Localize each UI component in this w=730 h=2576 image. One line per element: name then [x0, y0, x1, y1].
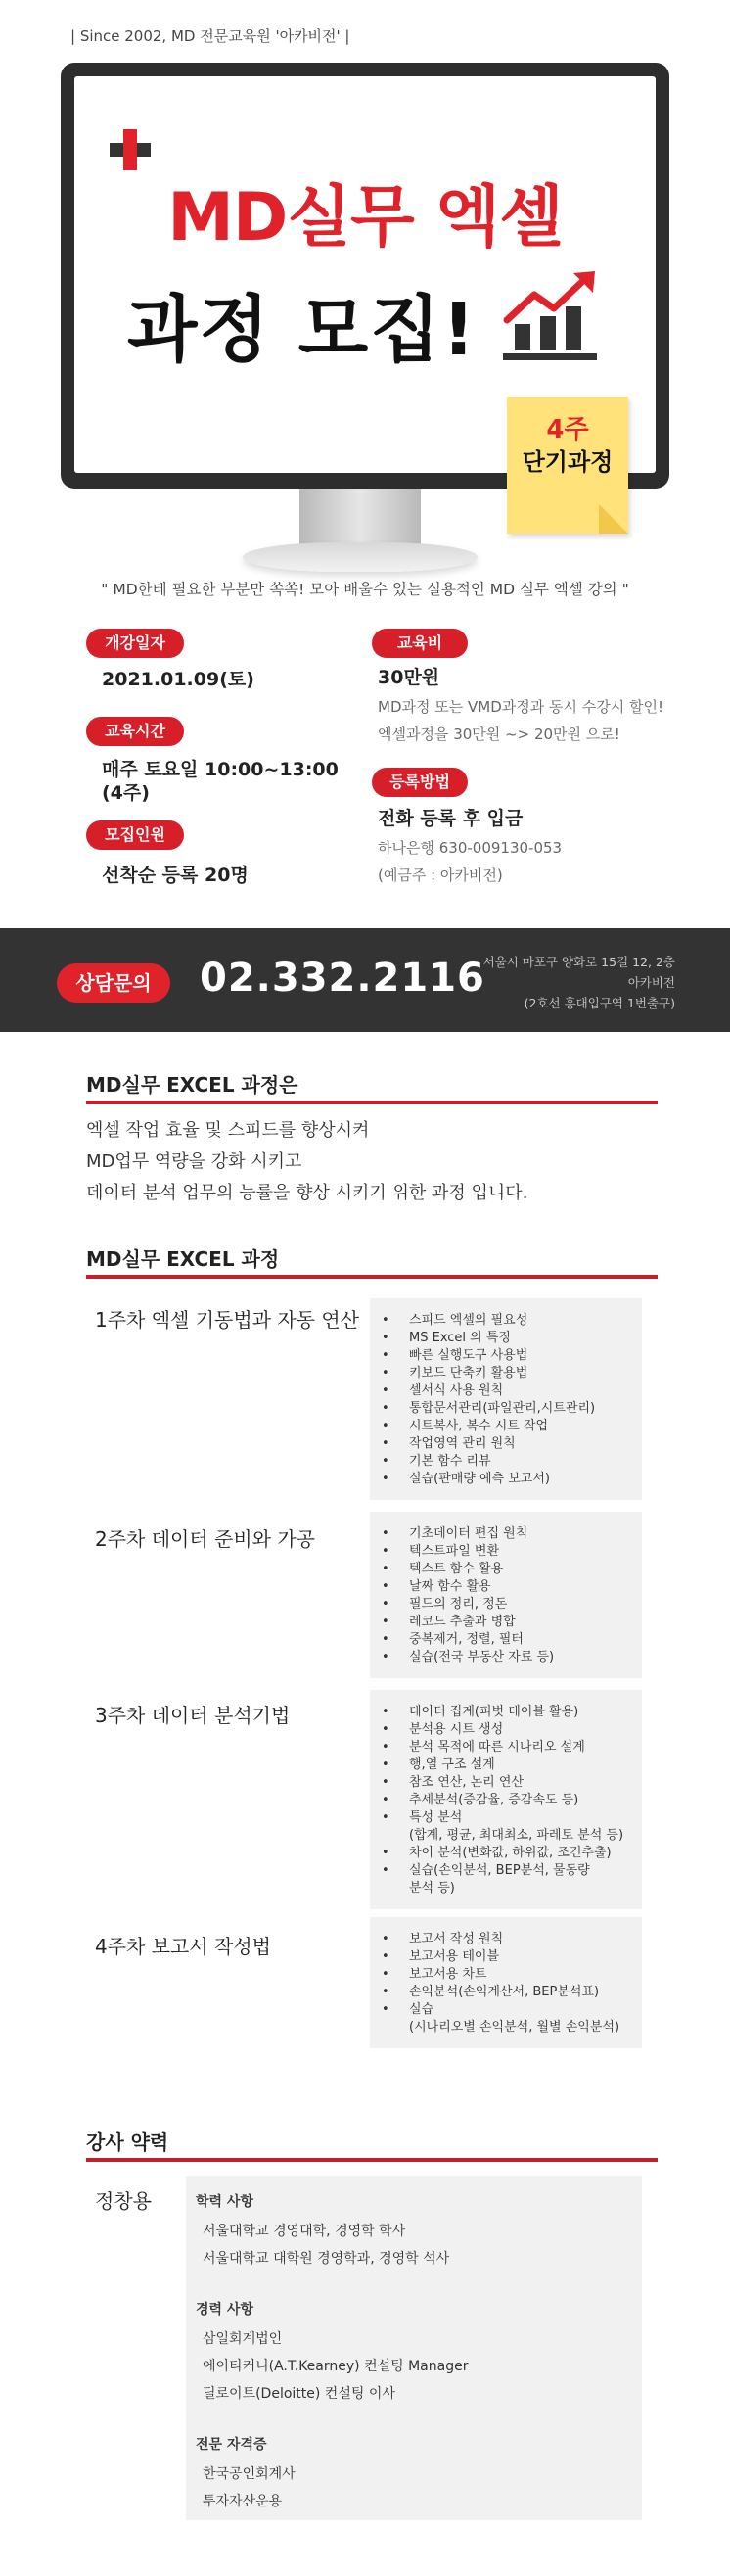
- time-badge: 교육시간: [86, 717, 184, 746]
- topic-item: • 텍스트 함수 활용: [409, 1561, 632, 1578]
- instructor-divider: [86, 2158, 658, 2162]
- intro-line-1: 엑셀 작업 효율 및 스피드를 향상시켜: [86, 1120, 370, 1141]
- sticky-weeks: 4주: [546, 415, 589, 445]
- hero-title-line2: 과정 모집!: [127, 288, 478, 372]
- week-4-topics: [370, 1917, 642, 2048]
- bank-account: 하나은행 630-009130-053: [378, 839, 563, 857]
- education-label: 학력 사항: [196, 2194, 253, 2210]
- topic-item: • 기본 함수 리뷰: [409, 1453, 632, 1471]
- week-2-title: 2주차 데이터 준비와 가공: [95, 1527, 315, 1551]
- fee-note-2: 엑셀과정을 30만원 ~> 20만원 으로!: [378, 726, 620, 743]
- topic-item: • 보고서용 테이블: [409, 1948, 632, 1966]
- start-date-value: 2021.01.09(토): [102, 669, 254, 690]
- sticky-label: 단기과정: [522, 448, 614, 476]
- week-1-topics: [370, 1298, 642, 1500]
- register-value: 전화 등록 후 입금: [378, 808, 524, 829]
- education-item: 서울대학교 대학원 경영학과, 경영학 석사: [203, 2251, 450, 2267]
- topic-item: • 날짜 함수 활용: [409, 1578, 632, 1596]
- topic-item: • 셀서식 사용 원칙: [409, 1382, 632, 1400]
- time-value-weeks: (4주): [102, 782, 150, 804]
- topic-item: • 추세분석(증감율, 증감속도 등): [409, 1792, 632, 1809]
- week-4-title: 4주차 보고서 작성법: [95, 1935, 271, 1958]
- tagline: " MD한테 필요한 부분만 쏙쏙! 모아 배울수 있는 실용적인 MD 실무 엑셀 강의 ": [101, 581, 629, 598]
- start-date-badge: 개강일자: [86, 629, 184, 658]
- since-caption: | Since 2002, MD 전문교육원 '아카비전' |: [70, 27, 350, 45]
- intro-divider: [86, 1101, 658, 1104]
- career-item: 에이티커니(A.T.Kearney) 컨설팅 Manager: [203, 2359, 469, 2374]
- curriculum-divider: [86, 1275, 658, 1279]
- topic-item: • MS Excel 의 특징: [409, 1330, 632, 1347]
- certificate-item: 한국공인회계사: [203, 2466, 296, 2482]
- week-1-title: 1주차 엑셀 기동법과 자동 연산: [95, 1308, 359, 1332]
- sticky-note-fold: [599, 504, 628, 534]
- address-line-2: 아카비전: [627, 975, 675, 990]
- topic-item: • 통합문서관리(파일관리,시트관리): [409, 1400, 632, 1418]
- topic-item: • 키보드 단축키 활용법: [409, 1365, 632, 1382]
- career-label: 경력 사항: [196, 2302, 253, 2318]
- topic-item: • 차이 분석(변화값, 하위값, 조건추출): [409, 1845, 632, 1862]
- education-item: 서울대학교 경영대학, 경영학 학사: [203, 2224, 406, 2239]
- capacity-badge: 모집인원: [86, 820, 184, 850]
- career-item: 삼일회계법인: [203, 2331, 283, 2347]
- topic-item: • 스피드 엑셀의 필요성: [409, 1312, 632, 1330]
- topic-item: • 보고서용 차트: [409, 1966, 632, 1984]
- register-badge: 등록방법: [372, 768, 468, 797]
- topic-item: • 실습(손익분석, BEP분석, 물동량 분석 등): [409, 1862, 632, 1897]
- topic-item: • 중복제거, 정렬, 필터: [409, 1631, 632, 1649]
- certificate-label: 전문 자격증: [196, 2437, 267, 2453]
- week-3-title: 3주차 데이터 분석기법: [95, 1704, 291, 1727]
- topic-item: • 분석 목적에 따른 시나리오 설계: [409, 1739, 632, 1756]
- instructor-heading: 강사 약력: [86, 2131, 169, 2154]
- topic-item: • 데이터 집계(피벗 테이블 활용): [409, 1704, 632, 1721]
- address-line-1: 서울시 마포구 양화로 15길 12, 2층: [482, 955, 675, 969]
- topic-item: • 실습(전국 부동산 자료 등): [409, 1649, 632, 1666]
- topic-item: • 분석용 시트 생성: [409, 1721, 632, 1739]
- fee-value: 30만원: [378, 667, 440, 688]
- topic-item: • 레코드 추출과 병합: [409, 1614, 632, 1631]
- topic-item: • 보고서 작성 원칙: [409, 1931, 632, 1948]
- intro-line-3: 데이터 분석 업무의 능률을 향상 시키기 위한 과정 입니다.: [86, 1183, 528, 1203]
- topic-item: • 시트복사, 복수 시트 작업: [409, 1418, 632, 1435]
- intro-line-2: MD업무 역량을 강화 시키고: [86, 1151, 302, 1172]
- fee-note-1: MD과정 또는 VMD과정과 동시 수강시 할인!: [378, 698, 663, 716]
- time-value: 매주 토요일 10:00~13:00: [102, 759, 339, 780]
- capacity-value: 선착순 등록 20명: [102, 865, 249, 886]
- topic-item: • 빠른 실행도구 사용법: [409, 1347, 632, 1365]
- monitor-base: [243, 542, 478, 572]
- bar-chart-icon: [501, 269, 599, 363]
- topic-item: • 기초데이터 편집 원칙: [409, 1525, 632, 1543]
- account-holder: (예금주 : 아카비전): [378, 866, 503, 884]
- intro-heading: MD실무 EXCEL 과정은: [86, 1073, 298, 1097]
- topic-item: • 실습 (시나리오별 손익분석, 월별 손익분석): [409, 2001, 632, 2037]
- contact-address: [391, 952, 675, 1013]
- career-item: 딜로이트(Deloitte) 컨설팅 이사: [203, 2386, 395, 2402]
- topic-item: • 텍스트파일 변환: [409, 1543, 632, 1561]
- instructor-name: 정창용: [95, 2189, 152, 2213]
- monitor-stand: [299, 489, 421, 545]
- topic-item: • 특성 분석 (합계, 평균, 최대최소, 파레토 분석 등): [409, 1809, 632, 1845]
- hero-title-line1: MD실무 엑셀: [167, 179, 563, 257]
- curriculum-heading: MD실무 EXCEL 과정: [86, 1247, 280, 1271]
- topic-item: • 행,열 구조 설계: [409, 1756, 632, 1774]
- certificate-item: 투자자산운용: [203, 2494, 283, 2509]
- topic-item: • 실습(판매량 예측 보고서): [409, 1471, 632, 1488]
- fee-badge: 교육비: [372, 629, 468, 658]
- week-3-topics: [370, 1690, 642, 1909]
- address-line-3: (2호선 홍대입구역 1번출구): [524, 996, 675, 1010]
- topic-item: • 필드의 정리, 정돈: [409, 1596, 632, 1614]
- topic-item: • 손익분석(손익계산서, BEP분석표): [409, 1984, 632, 2001]
- contact-badge: 상담문의: [57, 963, 170, 1003]
- topic-item: • 작업영역 관리 원칙: [409, 1435, 632, 1453]
- topic-item: • 참조 연산, 논리 연산: [409, 1774, 632, 1792]
- week-2-topics: [370, 1512, 642, 1678]
- contact-phone[interactable]: 02.332.2116: [200, 956, 485, 1001]
